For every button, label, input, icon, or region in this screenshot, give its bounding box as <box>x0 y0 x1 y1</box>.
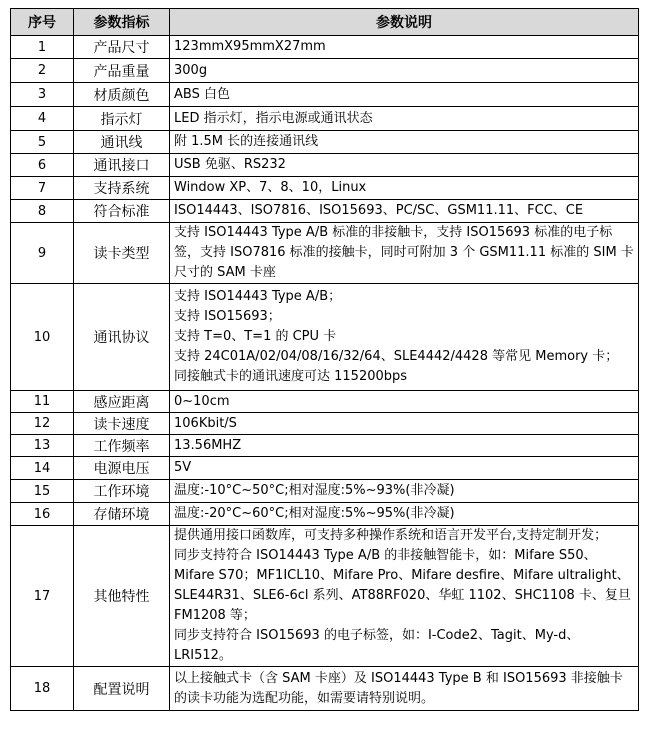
param-desc: 附 1.5M 长的连接通讯线 <box>170 131 639 154</box>
table-row <box>11 83 639 107</box>
table-row <box>11 667 639 711</box>
param-desc: 支持 ISO14443 Type A/B； 支持 ISO15693； 支持 T=0、T=1 的 CPU 卡 支持 24C01A/02/04/08/16/32/64、SLE4442/4428 等常见 Memory 卡； 同接触式卡的通讯速度可达 115200bps <box>170 284 639 391</box>
param-desc: 106Kbit/S <box>170 413 639 435</box>
param-desc: ABS 白色 <box>170 83 639 107</box>
row-number: 11 <box>11 391 74 413</box>
param-name: 其他特性 <box>74 526 170 667</box>
table-row <box>11 526 639 667</box>
table-body <box>11 36 639 711</box>
table-row <box>11 154 639 177</box>
param-desc: USB 免驱、RS232 <box>170 154 639 177</box>
row-number: 15 <box>11 480 74 503</box>
row-number: 18 <box>11 667 74 711</box>
table-row <box>11 177 639 200</box>
header-desc: 参数说明 <box>170 9 639 36</box>
table-row <box>11 457 639 480</box>
row-number: 4 <box>11 107 74 131</box>
param-name: 材质颜色 <box>74 83 170 107</box>
table-row <box>11 36 639 59</box>
spec-table <box>10 8 639 711</box>
header-name: 参数指标 <box>74 9 170 36</box>
header-no: 序号 <box>11 9 74 36</box>
param-name: 通讯协议 <box>74 284 170 391</box>
param-name: 指示灯 <box>74 107 170 131</box>
param-desc: 300g <box>170 59 639 83</box>
param-name: 产品尺寸 <box>74 36 170 59</box>
table-row <box>11 284 639 391</box>
table-row <box>11 503 639 526</box>
table-row <box>11 413 639 435</box>
table-row <box>11 223 639 284</box>
table-row <box>11 200 639 223</box>
table-row <box>11 391 639 413</box>
param-name: 符合标准 <box>74 200 170 223</box>
table-row <box>11 59 639 83</box>
row-number: 6 <box>11 154 74 177</box>
param-name: 配置说明 <box>74 667 170 711</box>
param-desc: 13.56MHZ <box>170 435 639 457</box>
param-name: 工作环境 <box>74 480 170 503</box>
param-desc: 提供通用接口函数库，可支持多种操作系统和语言开发平台,支持定制开发； 同步支持符合 ISO14443 Type A/B 的非接触智能卡，如：Mifare S50、Mifare S70；MF1ICL10、Mifare Pro、Mifare desfire、Mifare ultralight、SLE44R31、SLE6-6cl 系列、AT88RF020、华虹 1102、SHC1108 卡、复旦 FM1208 等； 同步支持符合 ISO15693 的电子标签，如：I-Code2、Tagit、My-d、LRI512。 <box>170 526 639 667</box>
table-row <box>11 131 639 154</box>
row-number: 2 <box>11 59 74 83</box>
param-desc: 支持 ISO14443 Type A/B 标准的非接触卡，支持 ISO15693 标准的电子标签，支持 ISO7816 标准的接触卡，同时可附加 3 个 GSM11.11 标准的 SIM 卡尺寸的 SAM 卡座 <box>170 223 639 284</box>
param-name: 读卡类型 <box>74 223 170 284</box>
table-row <box>11 435 639 457</box>
table-row <box>11 107 639 131</box>
row-number: 17 <box>11 526 74 667</box>
param-desc: 温度:-10°C~50°C;相对湿度:5%~93%(非冷凝) <box>170 480 639 503</box>
param-name: 电源电压 <box>74 457 170 480</box>
row-number: 5 <box>11 131 74 154</box>
param-name: 通讯接口 <box>74 154 170 177</box>
row-number: 8 <box>11 200 74 223</box>
row-number: 16 <box>11 503 74 526</box>
row-number: 3 <box>11 83 74 107</box>
param-name: 产品重量 <box>74 59 170 83</box>
param-desc: 温度:-20°C~60°C;相对湿度:5%~95%(非冷凝) <box>170 503 639 526</box>
param-name: 感应距离 <box>74 391 170 413</box>
row-number: 9 <box>11 223 74 284</box>
row-number: 12 <box>11 413 74 435</box>
table-row <box>11 480 639 503</box>
row-number: 7 <box>11 177 74 200</box>
table-header-row <box>11 9 639 36</box>
param-desc: ISO14443、ISO7816、ISO15693、PC/SC、GSM11.11、FCC、CE <box>170 200 639 223</box>
param-desc: 0~10cm <box>170 391 639 413</box>
row-number: 10 <box>11 284 74 391</box>
row-number: 14 <box>11 457 74 480</box>
param-desc: 123mmX95mmX27mm <box>170 36 639 59</box>
param-name: 读卡速度 <box>74 413 170 435</box>
param-desc: Window XP、7、8、10，Linux <box>170 177 639 200</box>
param-desc: 5V <box>170 457 639 480</box>
param-desc: 以上接触式卡（含 SAM 卡座）及 ISO14443 Type B 和 ISO15693 非接触卡的读卡功能为选配功能，如需要请特别说明。 <box>170 667 639 711</box>
param-name: 通讯线 <box>74 131 170 154</box>
param-name: 工作频率 <box>74 435 170 457</box>
param-name: 支持系统 <box>74 177 170 200</box>
param-name: 存储环境 <box>74 503 170 526</box>
row-number: 13 <box>11 435 74 457</box>
row-number: 1 <box>11 36 74 59</box>
param-desc: LED 指示灯，指示电源或通讯状态 <box>170 107 639 131</box>
